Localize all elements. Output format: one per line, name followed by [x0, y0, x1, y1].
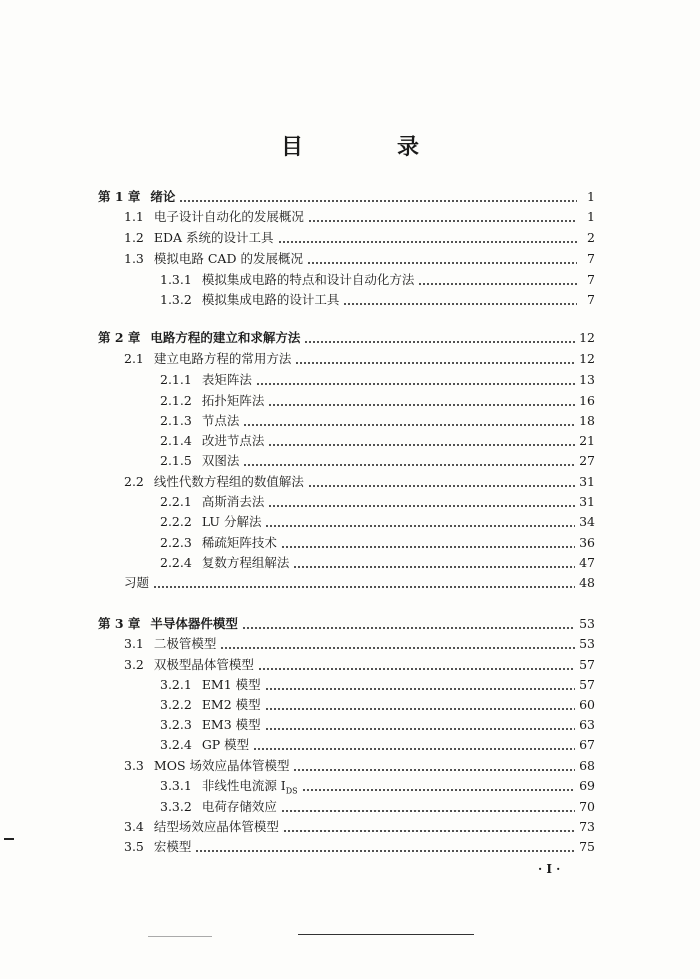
toc-page-number: 75	[579, 839, 595, 854]
toc-entry-title: 改进节点法	[201, 433, 265, 448]
toc-section-entry[interactable]	[124, 837, 595, 857]
toc-entry-title: 习题	[124, 575, 150, 590]
toc-entry-number: 第 3 章	[98, 616, 141, 631]
toc-entry-title: 模拟电路 CAD 的发展概况	[153, 251, 303, 266]
toc-page-number: 36	[579, 535, 595, 550]
page-folio: · Ⅰ ·	[538, 862, 561, 876]
toc-subsection-entry[interactable]	[160, 451, 595, 471]
toc-subsection-entry[interactable]	[160, 735, 595, 755]
toc-entry-number: 2.1	[124, 351, 144, 366]
toc-entry-number: 2.1.4	[160, 433, 192, 448]
toc-entry-number: 3.5	[124, 839, 144, 854]
toc-chapter-entry[interactable]	[98, 614, 595, 634]
toc-entry-title: 结型场效应晶体管模型	[153, 819, 279, 834]
toc-entry-title: 节点法	[201, 413, 240, 428]
dot-leader	[268, 431, 575, 451]
toc-entry-title: 拓扑矩阵法	[201, 393, 265, 408]
toc-entry-title: 宏模型	[153, 839, 192, 854]
toc-subsection-entry[interactable]	[160, 431, 595, 451]
toc-section-entry[interactable]	[124, 634, 595, 654]
bottom-rule-faint	[148, 936, 212, 937]
toc-section-entry[interactable]	[124, 228, 595, 248]
dot-leader	[307, 249, 577, 269]
toc-entry-number: 3.1	[124, 636, 144, 651]
toc-section-entry[interactable]	[124, 207, 595, 227]
dot-leader	[258, 655, 575, 675]
toc-entry-title: 双图法	[201, 453, 240, 468]
dot-leader	[302, 776, 575, 796]
toc-entry-number: 1.3.1	[160, 272, 192, 287]
toc-page-number: 1	[587, 189, 595, 204]
toc-entry-number: 2.1.3	[160, 413, 192, 428]
dot-leader	[293, 553, 575, 573]
toc-entry-title: EM1 模型	[201, 677, 261, 692]
toc-entry-title: EDA 系统的设计工具	[153, 230, 274, 245]
toc-entry-title: 二极管模型	[153, 636, 217, 651]
dot-leader	[281, 533, 575, 553]
toc-entry-title: 线性代数方程组的数值解法	[153, 474, 304, 489]
toc-entry-title: 稀疏矩阵技术	[201, 535, 277, 550]
toc-page-number: 70	[579, 799, 595, 814]
toc-entry-number: 3.3.2	[160, 799, 192, 814]
dot-leader	[265, 715, 575, 735]
dot-leader	[220, 634, 575, 654]
toc-section-entry[interactable]	[124, 472, 595, 492]
dot-leader	[243, 411, 575, 431]
margin-mark	[4, 838, 14, 840]
toc-entry-number: 3.2.2	[160, 697, 192, 712]
dot-leader	[304, 328, 575, 348]
dot-leader	[243, 451, 575, 471]
toc-section-entry[interactable]	[124, 573, 595, 593]
toc-page-number: 57	[579, 657, 595, 672]
dot-leader	[195, 837, 575, 857]
toc-page-number: 7	[587, 292, 595, 307]
toc-subsection-entry[interactable]	[160, 553, 595, 573]
toc-section-entry[interactable]	[124, 817, 595, 837]
toc-section-entry[interactable]	[124, 756, 595, 776]
toc-page-number: 53	[579, 616, 595, 631]
toc-entry-number: 3.3	[124, 758, 144, 773]
toc-subsection-entry[interactable]	[160, 370, 595, 390]
dot-leader	[278, 228, 577, 248]
toc-entry-number: 2.1.1	[160, 372, 192, 387]
dot-leader	[268, 391, 575, 411]
dot-leader	[343, 290, 577, 310]
toc-entry-number: 3.4	[124, 819, 144, 834]
toc-entry-number: 2.2.2	[160, 514, 192, 529]
toc-page-number: 12	[579, 330, 595, 345]
toc-page-number: 53	[579, 636, 595, 651]
toc-subsection-entry[interactable]	[160, 512, 595, 532]
toc-entry-title: 非线性电流源 $I_{DS}$	[201, 778, 298, 796]
toc-subsection-entry[interactable]	[160, 695, 595, 715]
toc-page-number: 16	[579, 393, 595, 408]
toc-page-number: 34	[579, 514, 595, 529]
bottom-rule	[298, 934, 474, 935]
toc-subsection-entry[interactable]	[160, 797, 595, 817]
toc-entry-number: 第 2 章	[98, 330, 141, 345]
toc-entry-title: EM2 模型	[201, 697, 261, 712]
toc-subsection-entry[interactable]	[160, 533, 595, 553]
toc-page-number: 63	[579, 717, 595, 732]
toc-subsection-entry[interactable]	[160, 290, 595, 310]
toc-entry-title: 模拟集成电路的特点和设计自动化方法	[201, 272, 415, 287]
toc-entry-title: 模拟集成电路的设计工具	[201, 292, 340, 307]
dot-leader	[265, 512, 575, 532]
toc-entry-number: 2.2.4	[160, 555, 192, 570]
toc-subsection-entry[interactable]	[160, 492, 595, 512]
toc-section-entry[interactable]	[124, 349, 595, 369]
toc-subsection-entry[interactable]	[160, 391, 595, 411]
toc-page-number: 31	[579, 474, 595, 489]
toc-section-entry[interactable]	[124, 249, 595, 269]
toc-entry-subscript: DS	[285, 786, 298, 796]
toc-page-number: 69	[579, 778, 595, 793]
toc-entry-title: 半导体器件模型	[150, 616, 238, 631]
dot-leader	[242, 614, 575, 634]
toc-page-number: 31	[579, 494, 595, 509]
toc-entry-number: 2.1.2	[160, 393, 192, 408]
toc-section-entry[interactable]	[124, 655, 595, 675]
toc-entry-number: 2.2.3	[160, 535, 192, 550]
toc-entry-number: 1.3	[124, 251, 144, 266]
dot-leader	[308, 207, 577, 227]
toc-page-number: 48	[579, 575, 595, 590]
toc-entry-title: 表矩阵法	[201, 372, 252, 387]
dot-leader	[153, 573, 575, 593]
dot-leader	[283, 817, 575, 837]
toc-entry-title: 电荷存储效应	[201, 799, 277, 814]
toc-chapter-entry[interactable]	[98, 187, 595, 207]
toc-entry-title: 电路方程的建立和求解方法	[150, 330, 301, 345]
toc-entry-title: 双极型晶体管模型	[153, 657, 254, 672]
toc-entry-title: 复数方程组解法	[201, 555, 290, 570]
toc-entry-title: LU 分解法	[201, 514, 262, 529]
toc-entry-number: 3.2.3	[160, 717, 192, 732]
toc-entry-number: 2.2	[124, 474, 144, 489]
toc-page-number: 60	[579, 697, 595, 712]
toc-subsection-entry[interactable]	[160, 675, 595, 695]
toc-entry-number: 3.2.4	[160, 737, 192, 752]
toc-subsection-entry[interactable]	[160, 715, 595, 735]
dot-leader	[418, 270, 577, 290]
dot-leader	[295, 349, 575, 369]
page-title: 目 录	[280, 134, 455, 160]
toc-page-number: 68	[579, 758, 595, 773]
dot-leader	[253, 735, 575, 755]
toc-entry-number: 1.3.2	[160, 292, 192, 307]
toc-page-number: 7	[587, 272, 595, 287]
toc-entry-number: 1.2	[124, 230, 144, 245]
toc-page-number: 27	[579, 453, 595, 468]
toc-entry-number: 3.2	[124, 657, 144, 672]
toc-entry-title: 绪论	[150, 189, 176, 204]
toc-entry-number: 3.2.1	[160, 677, 192, 692]
toc-entry-title: 高斯消去法	[201, 494, 265, 509]
toc-page-number: 13	[579, 372, 595, 387]
dot-leader	[308, 472, 575, 492]
toc-page-number: 73	[579, 819, 595, 834]
toc-subsection-entry[interactable]	[160, 411, 595, 431]
toc-subsection-entry[interactable]	[160, 270, 595, 290]
toc-entry-number: 2.1.5	[160, 453, 192, 468]
toc-page-number: 47	[579, 555, 595, 570]
dot-leader	[293, 756, 575, 776]
toc-chapter-entry[interactable]	[98, 328, 595, 348]
toc-entry-number: 1.1	[124, 209, 144, 224]
toc-page-number: 7	[587, 251, 595, 266]
toc-entry-number: 2.2.1	[160, 494, 192, 509]
toc-page-number: 67	[579, 737, 595, 752]
dot-leader	[256, 370, 575, 390]
toc-page-number: 12	[579, 351, 595, 366]
toc-page-number: 1	[587, 209, 595, 224]
toc-page-number: 2	[587, 230, 595, 245]
toc-entry-title: 建立电路方程的常用方法	[153, 351, 292, 366]
toc-entry-number: 3.3.1	[160, 778, 192, 793]
toc-entry-title: 电子设计自动化的发展概况	[153, 209, 304, 224]
toc-entry-title: GP 模型	[201, 737, 250, 752]
toc-entry-number: 第 1 章	[98, 189, 141, 204]
dot-leader	[281, 797, 575, 817]
toc-entry-title: MOS 场效应晶体管模型	[153, 758, 290, 773]
toc-entry-title: EM3 模型	[201, 717, 261, 732]
dot-leader	[179, 187, 577, 207]
dot-leader	[268, 492, 575, 512]
toc-page-number: 21	[579, 433, 595, 448]
toc-page-number: 57	[579, 677, 595, 692]
toc-page-number: 18	[579, 413, 595, 428]
toc-subsection-entry[interactable]	[160, 776, 595, 796]
dot-leader	[265, 695, 575, 715]
dot-leader	[265, 675, 575, 695]
